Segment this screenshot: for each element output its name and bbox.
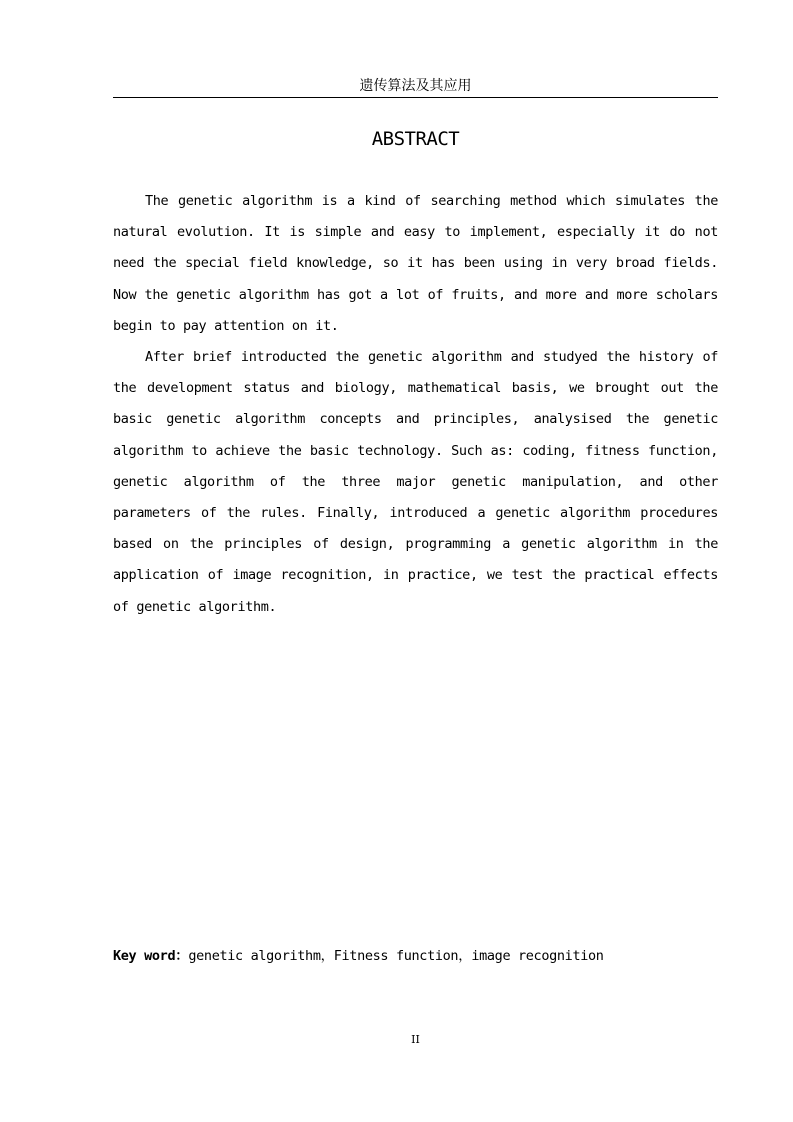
running-header: 遗传算法及其应用 bbox=[113, 76, 718, 98]
keywords-line bbox=[113, 944, 718, 968]
abstract-paragraph-1: The genetic algorithm is a kind of searching method which simulates the natural evolution. It is simple and easy to implement, especially it do not need the special field knowledge, so it has been using in very broad fields. Now the genetic algorithm has got a lot of fruits, and more and more scholars begin to pay attention on it. bbox=[113, 193, 718, 334]
abstract-paragraph-2: After brief introducted the genetic algorithm and studyed the history of the development status and biology, mathematical basis, we brought out the basic genetic algorithm concepts and principles, analysised the genetic algorithm to achieve the basic technology. Such as: coding, fitness function, genetic algorithm of the three major genetic manipulation, and other parameters of the rules. Finally, introduced a genetic algorithm procedures based on the principles of design, programming a genetic algorithm in the application of image recognition, in practice, we test the practical effects of genetic algorithm. bbox=[113, 349, 718, 615]
keywords-label: Key word： bbox=[113, 948, 189, 964]
keywords-text: genetic algorithm，Fitness function，image recognition bbox=[188, 948, 604, 964]
page-title: ABSTRACT bbox=[371, 128, 460, 150]
abstract-body bbox=[113, 186, 718, 623]
page-number: II bbox=[411, 1033, 420, 1046]
